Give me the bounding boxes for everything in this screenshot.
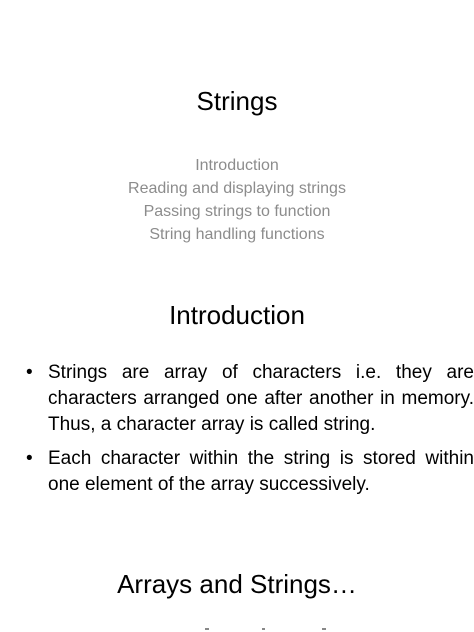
slide-title: Introduction: [169, 300, 305, 330]
topic-item: String handling functions: [149, 226, 325, 243]
slide-title: Arrays and Strings…: [117, 569, 357, 599]
bullet-dot-icon: •: [26, 362, 33, 383]
topic-item: Introduction: [195, 157, 279, 174]
bullet-text: Each character within the string is stored within one element of the array successively.: [48, 448, 474, 495]
cropped-next-content: [0, 626, 474, 632]
topic-item: Passing strings to function: [143, 203, 331, 220]
topic-item: Reading and displaying strings: [128, 180, 346, 197]
bullet-dot-icon: •: [26, 448, 33, 469]
slide-title: Strings: [196, 86, 278, 116]
bullet-text: Strings are array of characters i.e. they are characters arranged one after another in memory. Thus, a character array is called string.: [48, 362, 474, 435]
